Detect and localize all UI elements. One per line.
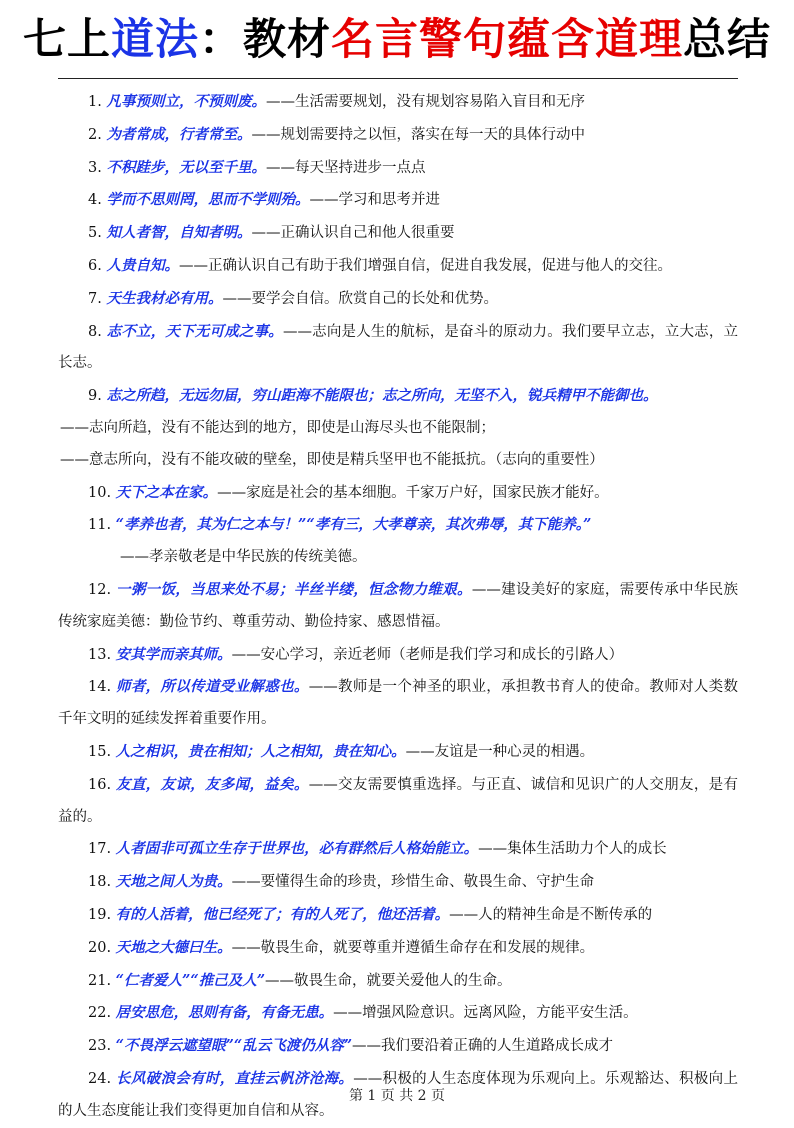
item-quote: 有的人活着，他已经死了；有的人死了，他还活着。 — [115, 905, 450, 923]
item-number: 8. — [88, 323, 102, 340]
item-explanation: ——要学会自信。欣赏自己的长处和优势。 — [222, 290, 498, 307]
item-explanation: ——正确认识自己和他人很重要 — [251, 225, 455, 242]
item-explanation: ——积极的人生态度体现为乐观向上。乐观豁达、积极向上的人生态度能让我们变得更加自信和从容。 — [58, 1070, 739, 1119]
item-quote: 学而不思则罔，思而不学则殆。 — [106, 191, 310, 209]
item-quote: 志之所趋，无远勿届，穷山距海不能限也；志之所向，无坚不入，锐兵精甲不能御也。 — [106, 387, 658, 405]
item-quote: 人之相识，贵在相知；人之相知，贵在知心。 — [115, 742, 406, 760]
item-explanation: ——学习和思考并进 — [309, 192, 440, 209]
item-number: 13. — [88, 646, 112, 663]
item-explanation: ——志向所趋，没有不能达到的地方，即使是山海尽头也不能限制； — [60, 419, 495, 436]
list-item — [58, 184, 738, 217]
item-explanation: ——每天坚持进步一点点 — [265, 159, 426, 176]
list-item — [58, 769, 738, 834]
item-quote: 安其学而亲其师。 — [115, 645, 232, 663]
item-number: 3. — [88, 159, 102, 176]
list-item — [58, 250, 738, 283]
item-quote: “孝养也者，其为仁之本与！”“孝有三，大孝尊亲，其次弗辱，其下能养。” — [115, 516, 592, 534]
list-item — [58, 639, 738, 672]
quote-list — [58, 86, 738, 1128]
item-number: 5. — [88, 225, 102, 242]
item-number: 9. — [88, 388, 102, 405]
list-item-continuation — [58, 445, 738, 477]
list-item — [58, 671, 738, 736]
title-subject: 道法 — [111, 15, 199, 65]
item-explanation: ——建设美好的家庭，需要传承中华民族传统家庭美德：勤俭节约、尊重劳动、勤俭持家、感恩惜福。 — [58, 581, 739, 630]
list-item — [58, 217, 738, 250]
title-part: 七上 — [23, 15, 111, 65]
list-item — [58, 86, 738, 119]
title-part: 总结 — [683, 15, 771, 65]
list-item — [58, 965, 738, 998]
page-footer: 第 1 页 共 2 页 — [348, 1088, 446, 1104]
item-number: 16. — [88, 776, 112, 793]
item-number: 10. — [88, 484, 112, 501]
item-explanation: ——交友需要慎重选择。与正直、诚信和见识广的人交朋友，是有益的。 — [58, 776, 739, 825]
item-quote: 师者，所以传道受业解惑也。 — [116, 678, 309, 696]
list-item — [58, 152, 738, 185]
title-highlight: 名言警句蕴含道理 — [331, 15, 683, 65]
item-number: 18. — [88, 874, 112, 891]
item-number: 2. — [88, 126, 102, 143]
item-number: 6. — [88, 257, 102, 274]
list-item — [58, 833, 738, 866]
item-explanation: ——增强风险意识。远离风险，方能平安生活。 — [333, 1005, 638, 1022]
item-quote: 凡事预则立，不预则废。 — [106, 93, 266, 110]
list-item — [58, 509, 738, 542]
item-explanation: ——敬畏生命，就要关爱他人的生命。 — [265, 972, 512, 989]
item-quote: 天地之间人为贵。 — [115, 873, 232, 891]
item-explanation: ——正确认识自己有助于我们增强自信，促进自我发展，促进与他人的交往。 — [178, 257, 672, 274]
item-quote: 长风破浪会有时，直挂云帆济沧海。 — [116, 1069, 354, 1087]
item-quote: 不积跬步，无以至千里。 — [106, 158, 266, 176]
item-explanation: ——安心学习，亲近老师（老师是我们学习和成长的引路人） — [231, 646, 624, 663]
item-quote: 人者固非可孤立生存于世界也，必有群然后人格始能立。 — [115, 840, 479, 858]
item-number: 20. — [88, 939, 112, 956]
item-explanation: ——孝亲敬老是中华民族的传统美德。 — [120, 549, 367, 566]
item-quote: 为者常成，行者常至。 — [106, 125, 252, 143]
item-explanation: ——教师是一个神圣的职业，承担教书育人的使命。教师对人类数千年文明的延续发挥着重要作用。 — [58, 679, 739, 728]
item-quote: “仁者爱人”“推己及人” — [115, 971, 266, 989]
list-item — [58, 866, 738, 899]
item-number: 24. — [88, 1070, 112, 1087]
item-explanation: ——意志所向，没有不能攻破的壁垒，即使是精兵坚甲也不能抵抗。（志向的重要性） — [60, 451, 604, 468]
list-item — [58, 316, 738, 381]
list-item-continuation — [58, 413, 738, 445]
item-quote: 人贵自知。 — [106, 256, 179, 274]
list-item — [58, 574, 738, 639]
item-explanation: ——规划需要持之以恒，落实在每一天的具体行动中 — [251, 126, 585, 143]
item-explanation: ——集体生活助力个人的成长 — [478, 841, 667, 858]
list-item-continuation — [58, 542, 738, 574]
item-number: 12. — [88, 581, 112, 598]
list-item — [58, 477, 738, 510]
item-number: 11. — [88, 517, 112, 534]
item-explanation: ——家庭是社会的基本细胞。千家万户好，国家民族才能好。 — [217, 484, 609, 501]
item-quote: 知人者智，自知者明。 — [106, 224, 252, 242]
list-item — [58, 932, 738, 965]
item-number: 7. — [88, 290, 102, 307]
item-number: 21. — [88, 972, 112, 989]
title-part: ：教材 — [199, 15, 331, 65]
item-quote: 天下之本在家。 — [115, 483, 218, 501]
item-number: 23. — [88, 1038, 112, 1055]
item-explanation: ——友谊是一种心灵的相遇。 — [405, 743, 595, 760]
item-explanation: ——人的精神生命是不断传承的 — [449, 906, 653, 923]
item-quote: 志不立，天下无可成之事。 — [106, 322, 283, 340]
list-item — [58, 119, 738, 152]
list-item — [58, 1030, 738, 1063]
title-divider — [58, 78, 738, 79]
list-item — [58, 283, 738, 316]
item-explanation: ——志向是人生的航标，是奋斗的原动力。我们要早立志，立大志，立长志。 — [58, 323, 739, 372]
item-explanation: ——敬畏生命，就要尊重并遵循生命存在和发展的规律。 — [231, 939, 595, 956]
item-number: 19. — [88, 906, 112, 923]
item-number: 1. — [88, 94, 102, 110]
item-number: 14. — [88, 679, 112, 696]
item-number: 15. — [88, 743, 112, 760]
item-number: 4. — [88, 192, 102, 209]
item-quote: “不畏浮云遮望眼”“乱云飞渡仍从容” — [115, 1037, 353, 1055]
item-explanation: ——要懂得生命的珍贵，珍惜生命、敬畏生命、守护生命 — [231, 874, 595, 891]
item-quote: 天地之大德曰生。 — [115, 938, 232, 956]
item-explanation: ——我们要沿着正确的人生道路成长成才 — [352, 1038, 614, 1055]
list-item — [58, 997, 738, 1030]
item-number: 17. — [88, 841, 112, 858]
item-quote: 天生我材必有用。 — [106, 289, 223, 307]
list-item — [58, 899, 738, 932]
item-explanation: ——生活需要规划，没有规划容易陷入盲目和无序 — [265, 94, 585, 110]
list-item — [58, 380, 738, 413]
page-title — [0, 12, 794, 68]
list-item — [58, 736, 738, 769]
item-quote: 居安思危，思则有备，有备无患。 — [115, 1004, 334, 1022]
item-quote: 友直，友谅，友多闻，益矣。 — [116, 775, 309, 793]
item-quote: 一粥一饭，当思来处不易；半丝半缕，恒念物力维艰。 — [116, 580, 472, 598]
item-number: 22. — [88, 1005, 112, 1022]
